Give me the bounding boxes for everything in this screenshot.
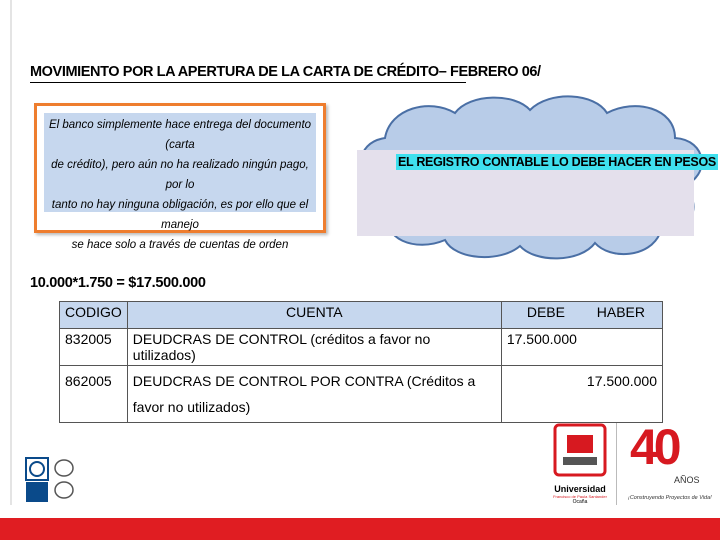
header-debit: DEBE — [526, 304, 565, 320]
certification-badge-icon — [26, 482, 48, 502]
certification-logos — [22, 456, 82, 506]
header-code: CODIGO — [60, 302, 128, 329]
note-callout — [34, 103, 326, 251]
university-name: Universidad — [554, 484, 606, 494]
row-credit — [582, 329, 663, 366]
row-account: DEUDCRAS DE CONTROL POR CONTRA (Créditos a favor no utilizados) — [127, 366, 501, 423]
row-debit: 17.500.000 — [501, 329, 582, 366]
row-code: 832005 — [60, 329, 128, 366]
page-title: MOVIMIENTO POR LA APERTURA DE LA CARTA DE CRÉDITO– FEBRERO 06/ — [30, 64, 541, 80]
globe-logo-icon — [55, 482, 73, 498]
table-header-row — [60, 302, 663, 329]
calculation: 10.000*1.750 = $17.500.000 — [30, 275, 206, 291]
iqnet-logo-icon — [55, 460, 73, 476]
anniversary-word: AÑOS — [674, 475, 700, 485]
title-underline — [30, 82, 466, 83]
header-account: CUENTA — [127, 302, 501, 329]
university-shield-icon — [551, 423, 609, 481]
anniversary-number: 40 — [630, 419, 678, 475]
ledger-table — [59, 301, 663, 423]
note-line: El banco simplemente hace entrega del documento (carta — [48, 119, 312, 151]
row-credit: 17.500.000 — [582, 366, 663, 423]
footer-bar — [0, 518, 720, 540]
row-debit — [501, 366, 582, 423]
anniversary-slogan: ¡Construyendo Proyectos de Vida! — [628, 495, 712, 501]
left-margin-rule — [10, 0, 12, 505]
header-amounts — [501, 302, 662, 329]
note-text — [44, 113, 316, 251]
cloud-text: EL REGISTRO CONTABLE LO DEBE HACER EN PESOS — [398, 155, 716, 169]
university-city: Ocaña — [572, 499, 588, 505]
university-logo — [551, 423, 609, 507]
note-line: se hace solo a través de cuentas de orden — [71, 239, 289, 251]
table-row — [60, 366, 663, 423]
logo-divider — [616, 423, 617, 505]
row-account: DEUDCRAS DE CONTROL (créditos a favor no utilizados) — [127, 329, 501, 366]
row-code: 862005 — [60, 366, 128, 423]
university-subtitle: Francisco de Paula Santander — [553, 494, 607, 499]
note-line: tanto no hay ninguna obligación, es por ello que el manejo — [51, 199, 309, 231]
header-credit: HABER — [596, 304, 645, 320]
anniversary-logo — [628, 419, 712, 505]
table-row — [60, 329, 663, 366]
note-line: de crédito), pero aún no ha realizado ningún pago, por lo — [51, 159, 309, 191]
